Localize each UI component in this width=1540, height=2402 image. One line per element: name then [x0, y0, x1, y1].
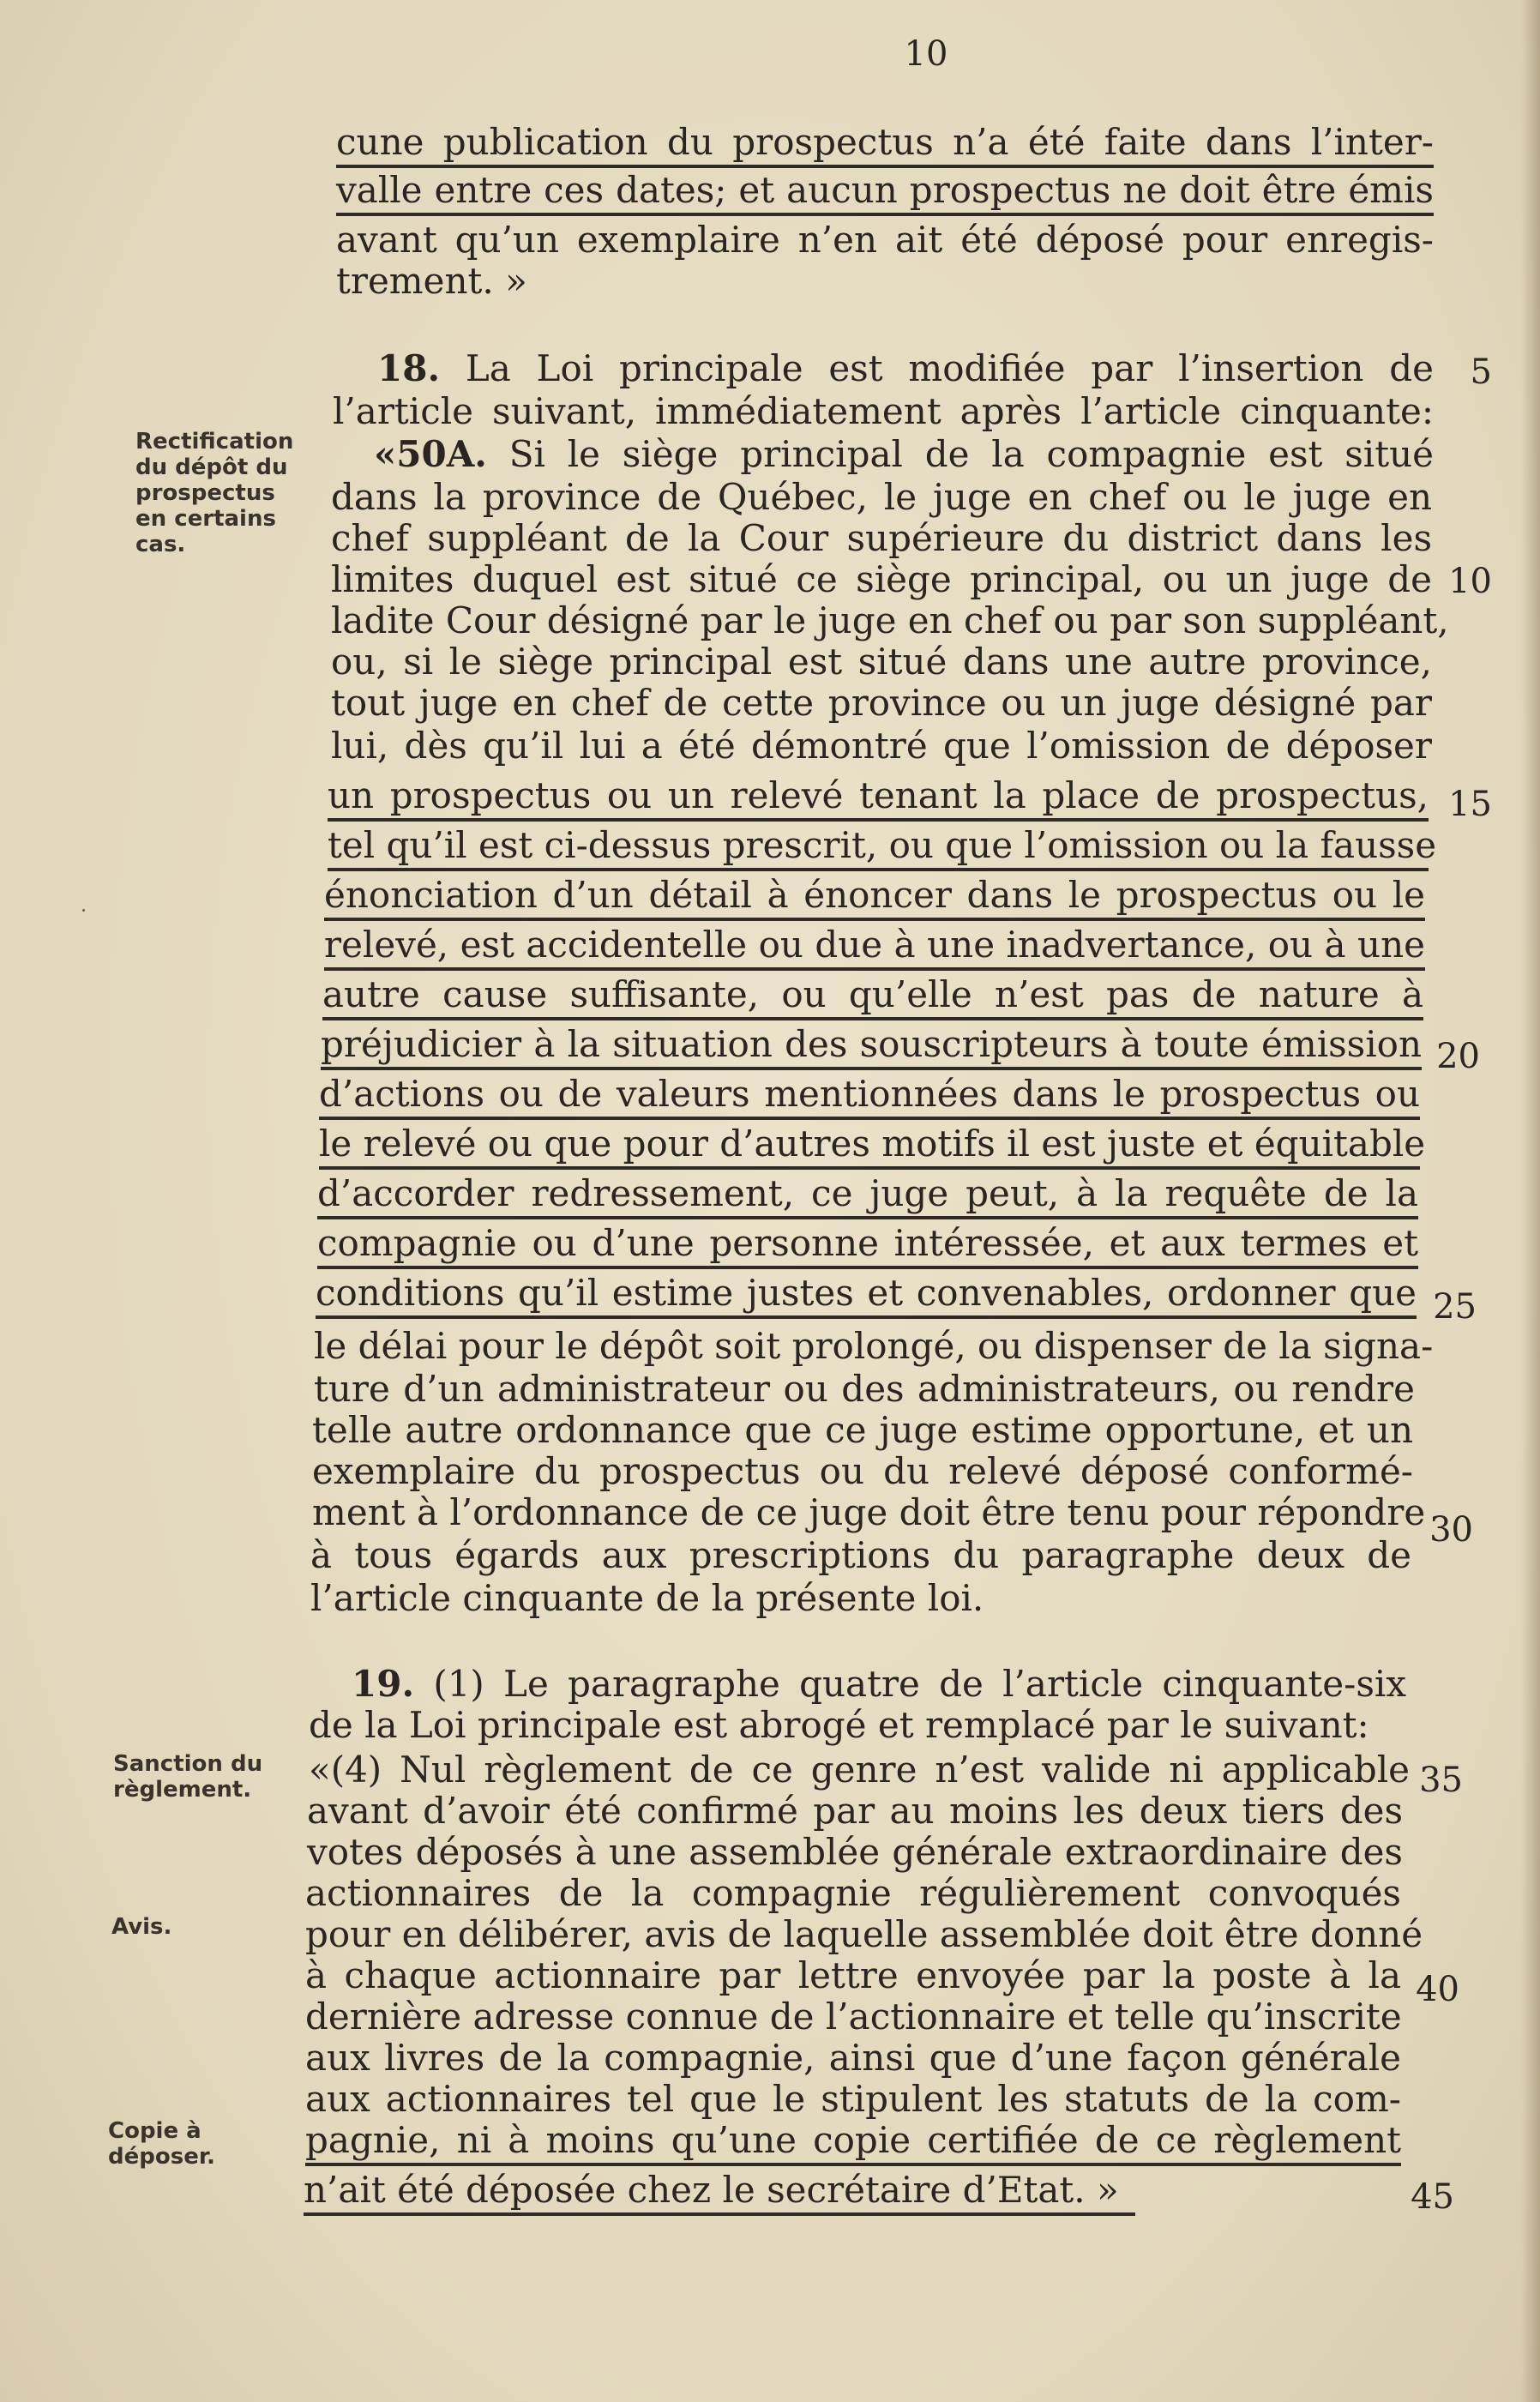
section-18-line: à tous égards aux prescriptions du paragraphe deux de: [310, 1534, 1411, 1576]
section-18-line: exemplaire du prospectus ou du relevé déposé conformé-: [312, 1450, 1413, 1492]
section-18-line-underlined: un prospectus ou un relevé tenant la place de prospectus,: [328, 775, 1429, 822]
section-19-line: aux actionnaires tel que le stipulent les statuts de la com-: [305, 2078, 1401, 2120]
section-18-line-underlined: énonciation d’un détail à énoncer dans le prospectus ou le: [324, 875, 1425, 921]
section-18-text: Si le siège principal de la compagnie est situé: [508, 433, 1434, 475]
margin-note-avis: Avis.: [111, 1914, 172, 1940]
section-18-line-underlined: le relevé ou que pour d’autres motifs il est juste et équitable: [319, 1123, 1420, 1170]
section-19-line: actionnaires de la compagnie régulièrement convoqués: [305, 1872, 1401, 1914]
section-19-line: [352, 1664, 1406, 1705]
margin-note-copie: Copie à déposer.: [108, 2118, 215, 2170]
line-number-40: 40: [1416, 1970, 1459, 2009]
section-19-text: (1) Le paragraphe quatre de l’article cinquante-six: [433, 1663, 1407, 1705]
section-18-line: [374, 434, 1434, 475]
section-18-line: l’article suivant, immédiatement après l’article cinquante:: [333, 390, 1434, 432]
section-18-line: chef suppléant de la Cour supérieure du district dans les: [331, 517, 1432, 559]
section-18-line: tout juge en chef de cette province ou un juge désigné par: [331, 682, 1432, 724]
section-18-line: lui, dès qu’il lui a été démontré que l’omission de déposer: [331, 725, 1432, 767]
section-18-line-underlined: d’accorder redressement, ce juge peut, à la requête de la: [317, 1173, 1418, 1219]
continuation-line: cune publication du prospectus n’a été faite dans l’inter-: [336, 122, 1434, 168]
line-number-25: 25: [1433, 1287, 1477, 1327]
continuation-line: avant qu’un exemplaire n’en ait été déposé pour enregis-: [336, 219, 1434, 261]
section-19-number: 19.: [352, 1663, 415, 1705]
section-19-line: votes déposés à une assemblée générale extraordinaire des: [307, 1831, 1403, 1873]
line-number-5: 5: [1470, 352, 1492, 392]
section-18-line-underlined: autre cause suffisante, ou qu’elle n’est pas de nature à: [322, 974, 1423, 1020]
section-18-line: ture d’un administrateur ou des administrateurs, ou rendre: [314, 1368, 1415, 1410]
continuation-line: valle entre ces dates; et aucun prospectus ne doit être émis: [336, 170, 1434, 216]
section-18-line: l’article cinquante de la présente loi.: [310, 1577, 984, 1619]
article-50a-label: «50A.: [374, 433, 487, 475]
section-18-line: telle autre ordonnance que ce juge estime opportune, et un: [312, 1409, 1413, 1451]
section-18-line: dans la province de Québec, le juge en chef ou le juge en: [331, 476, 1432, 518]
section-19-line: avant d’avoir été confirmé par au moins les deux tiers des: [307, 1790, 1403, 1832]
line-number-35: 35: [1419, 1761, 1463, 1800]
section-18-line-underlined: conditions qu’il estime justes et convenables, ordonner que: [316, 1273, 1417, 1319]
section-18-line: le délai pour le dépôt soit prolongé, ou dispenser de la signa-: [314, 1325, 1434, 1367]
page-edge-shadow: [1521, 0, 1540, 2402]
margin-note-sanction: Sanction du règlement.: [113, 1751, 263, 1803]
section-18-line-underlined: préjudicier à la situation des souscripteurs à toute émission: [321, 1024, 1422, 1070]
section-18-line-underlined: compagnie ou d’une personne intéressée, et aux termes et: [317, 1223, 1418, 1269]
section-18-line: ladite Cour désigné par le juge en chef ou par son suppléant,: [331, 599, 1449, 641]
section-18-line: ou, si le siège principal est situé dans une autre province,: [331, 641, 1432, 683]
section-19-line: pour en délibérer, avis de laquelle assemblée doit être donné: [305, 1913, 1423, 1955]
section-19-line: aux livres de la compagnie, ainsi que d’une façon générale: [305, 2037, 1401, 2079]
paper-speck: [82, 909, 85, 912]
section-18-line-underlined: relevé, est accidentelle ou due à une inadvertance, ou à une: [324, 924, 1425, 971]
line-number-30: 30: [1429, 1510, 1473, 1550]
section-18-line: limites duquel est situé ce siège principal, ou un juge de: [331, 558, 1432, 600]
continuation-line: trement. »: [336, 260, 527, 302]
section-18-line-underlined: d’actions ou de valeurs mentionnées dans le prospectus ou: [319, 1074, 1420, 1120]
section-18-line: [377, 348, 1434, 389]
section-19-line-underlined: pagnie, ni à moins qu’une copie certifiée de ce règlement: [305, 2120, 1401, 2166]
section-19-line: «(4) Nul règlement de ce genre n’est valide ni applicable: [309, 1749, 1410, 1791]
section-19-line-underlined: n’ait été déposée chez le secrétaire d’Etat. »: [304, 2170, 1135, 2216]
section-19-line: dernière adresse connue de l’actionnaire et telle qu’inscrite: [305, 1996, 1402, 2038]
section-18-text: La Loi principale est modifiée par l’insertion de: [465, 347, 1434, 389]
section-18-number: 18.: [377, 347, 441, 389]
page-number: 10: [904, 34, 948, 74]
line-number-20: 20: [1436, 1037, 1480, 1076]
section-18-line: ment à l’ordonnance de ce juge doit être tenu pour répondre: [312, 1491, 1426, 1533]
margin-note-rectification: Rectification du dépôt du prospectus en certains cas.: [135, 429, 294, 557]
section-19-line: à chaque actionnaire par lettre envoyée par la poste à la: [305, 1954, 1401, 1996]
line-number-15: 15: [1448, 785, 1492, 824]
section-19-line: de la Loi principale est abrogé et remplacé par le suivant:: [309, 1704, 1369, 1746]
section-18-line-underlined: tel qu’il est ci-dessus prescrit, ou que l’omission ou la fausse: [328, 825, 1429, 871]
line-number-45: 45: [1411, 2177, 1454, 2217]
line-number-10: 10: [1448, 562, 1492, 601]
